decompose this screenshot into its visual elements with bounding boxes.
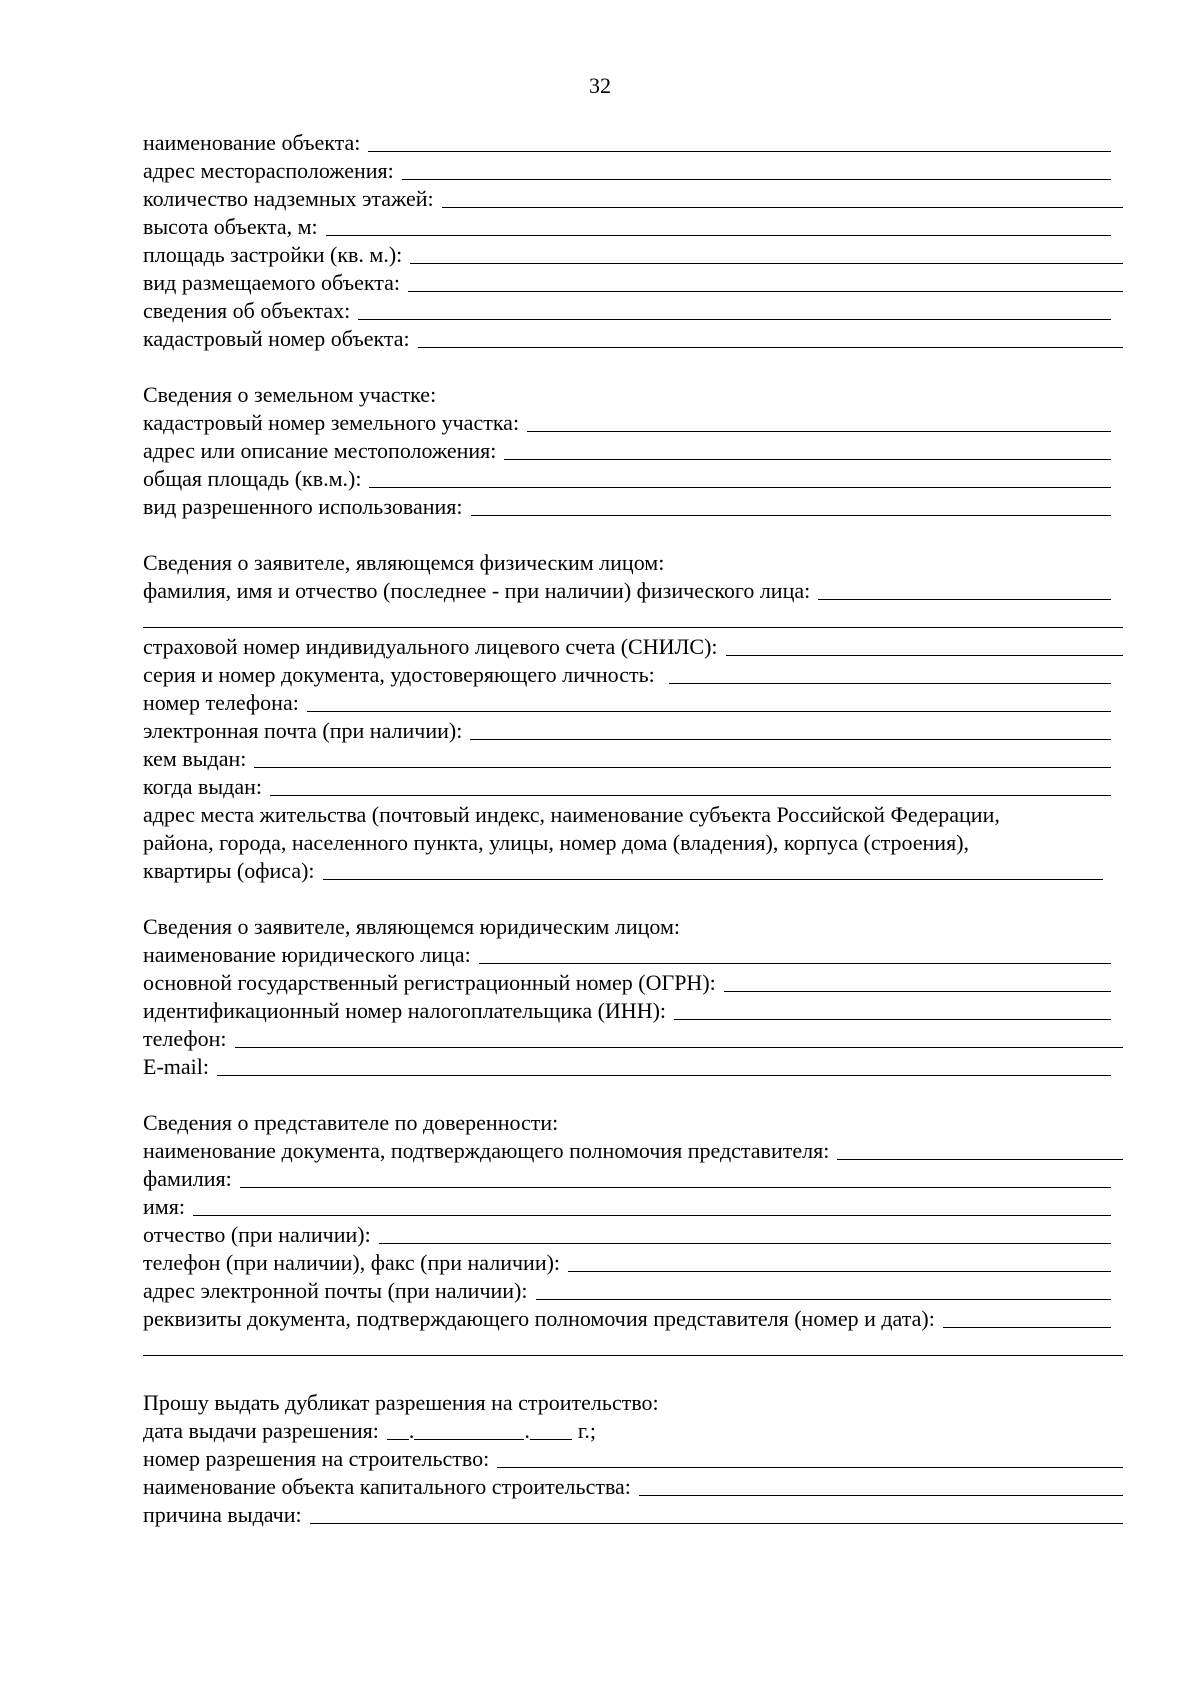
field-label: дата выдачи разрешения: — [143, 1418, 379, 1443]
field-label: количество надземных этажей: — [143, 186, 434, 211]
field-blank-line[interactable] — [369, 487, 1111, 488]
field-label: телефон: — [143, 1026, 227, 1051]
field-email-individual[interactable] — [143, 717, 1123, 745]
field-blank-line[interactable] — [240, 1187, 1111, 1188]
section-heading-request: Прошу выдать дубликат разрешения на строительство: — [143, 1390, 659, 1415]
date-day-blank[interactable] — [387, 1439, 409, 1440]
field-label: серия и номер документа, удостоверяющего личность: — [143, 662, 655, 687]
field-blank-line[interactable] — [143, 627, 1123, 628]
field-blank-line[interactable] — [479, 963, 1111, 964]
date-year-suffix: г.; — [577, 1418, 596, 1443]
field-rep-email[interactable] — [143, 1277, 1123, 1305]
date-year-blank[interactable] — [530, 1439, 572, 1440]
field-rep-phone-fax[interactable] — [143, 1249, 1123, 1277]
field-blank-line[interactable] — [270, 795, 1111, 796]
field-phone-number[interactable] — [143, 689, 1123, 717]
field-blank-line[interactable] — [669, 683, 1111, 684]
field-blank-line[interactable] — [326, 235, 1111, 236]
field-label: вид размещаемого объекта: — [143, 270, 400, 295]
field-object-cadastral[interactable] — [143, 325, 1123, 353]
field-object-name[interactable] — [143, 129, 1123, 157]
field-label: причина выдачи: — [143, 1502, 302, 1527]
field-blank-line[interactable] — [818, 599, 1111, 600]
field-label: реквизиты документа, подтверждающего полномочия представителя (номер и дата): — [143, 1306, 935, 1331]
field-blank-line[interactable] — [418, 347, 1123, 348]
page-number: 32 — [589, 73, 611, 98]
field-label: страховой номер индивидуального лицевого счета (СНИЛС): — [143, 634, 718, 659]
field-blank-line[interactable] — [724, 991, 1111, 992]
field-label: основной государственный регистрационный номер (ОГРН): — [143, 970, 716, 995]
section-heading-individual: Сведения о заявителе, являющемся физическим лицом: — [143, 550, 665, 575]
field-label: когда выдан: — [143, 774, 262, 799]
field-object-address[interactable] — [143, 157, 1123, 185]
field-label: адрес электронной почты (при наличии): — [143, 1278, 528, 1303]
field-label: имя: — [143, 1194, 185, 1219]
field-label: фамилия, имя и отчество (последнее - при наличии) физического лица: — [143, 578, 811, 603]
field-permit-number[interactable] — [143, 1445, 1123, 1473]
field-surname[interactable] — [143, 1165, 1123, 1193]
date-separator: . — [524, 1418, 530, 1443]
field-blank-line[interactable] — [307, 711, 1111, 712]
field-height[interactable] — [143, 213, 1123, 241]
field-blank-line[interactable] — [471, 515, 1111, 516]
field-blank-line[interactable] — [143, 1355, 1123, 1356]
field-land-use[interactable] — [143, 493, 1123, 521]
field-label: идентификационный номер налогоплательщика (ИНН): — [143, 998, 667, 1023]
field-authority-details-continued[interactable] — [143, 1333, 1123, 1361]
field-label: наименование объекта: — [143, 130, 361, 155]
field-blank-line[interactable] — [726, 655, 1123, 656]
field-floors[interactable] — [143, 185, 1123, 213]
field-label: наименование объекта капитального строительства: — [143, 1474, 631, 1499]
field-blank-line[interactable] — [368, 151, 1111, 152]
field-blank-line[interactable] — [410, 263, 1123, 264]
field-label: адрес месторасположения: — [143, 158, 394, 183]
field-blank-line[interactable] — [402, 179, 1111, 180]
field-legal-phone[interactable] — [143, 1025, 1123, 1053]
field-blank-line[interactable] — [323, 879, 1103, 880]
field-blank-line[interactable] — [310, 1523, 1123, 1524]
field-blank-line[interactable] — [639, 1495, 1123, 1496]
address-label-line-1: адрес места жительства (почтовый индекс, наименование субъекта Российской Федерации, — [143, 802, 1000, 827]
field-objects-info[interactable] — [143, 297, 1123, 325]
field-blank-line[interactable] — [943, 1327, 1111, 1328]
field-label: фамилия: — [143, 1166, 232, 1191]
field-blank-line[interactable] — [674, 1019, 1111, 1020]
field-blank-line[interactable] — [254, 767, 1111, 768]
field-land-address[interactable] — [143, 437, 1123, 465]
field-label: высота объекта, м: — [143, 214, 318, 239]
section-gap — [143, 353, 1123, 381]
section-heading-legal: Сведения о заявителе, являющемся юридическим лицом: — [143, 914, 680, 939]
address-label-line-2: района, города, населенного пункта, улицы, номер дома (владения), корпуса (строения), — [143, 830, 970, 855]
field-label: площадь застройки (кв. м.): — [143, 242, 403, 267]
field-residence-address[interactable] — [143, 857, 1123, 885]
field-label: отчество (при наличии): — [143, 1222, 371, 1247]
field-blank-line[interactable] — [358, 319, 1111, 320]
field-object-type[interactable] — [143, 269, 1123, 297]
field-land-area[interactable] — [143, 465, 1123, 493]
field-ogrn[interactable] — [143, 969, 1123, 997]
field-permit-date[interactable] — [143, 1417, 1123, 1445]
field-land-cadastral[interactable] — [143, 409, 1123, 437]
field-issue-reason[interactable] — [143, 1501, 1123, 1529]
field-building-area[interactable] — [143, 241, 1123, 269]
field-individual-fio[interactable] — [143, 577, 1123, 605]
field-label: телефон (при наличии), факс (при наличии): — [143, 1250, 561, 1275]
field-label: электронная почта (при наличии): — [143, 718, 463, 743]
field-individual-fio-continued[interactable] — [143, 605, 1123, 633]
section-gap — [143, 885, 1123, 913]
field-blank-line[interactable] — [408, 291, 1123, 292]
field-label: адрес или описание местоположения: — [143, 438, 497, 463]
section-gap — [143, 1081, 1123, 1109]
section-heading-representative: Сведения о представителе по доверенности: — [143, 1110, 559, 1135]
date-separator: . — [408, 1418, 415, 1443]
field-snils[interactable] — [143, 633, 1123, 661]
field-blank-line[interactable] — [193, 1215, 1111, 1216]
field-blank-line[interactable] — [442, 207, 1123, 208]
field-legal-email[interactable] — [143, 1053, 1123, 1081]
field-label: кем выдан: — [143, 746, 247, 771]
field-label: кадастровый номер земельного участка: — [143, 410, 520, 435]
date-month-blank[interactable] — [414, 1439, 524, 1440]
field-authority-details[interactable] — [143, 1305, 1123, 1333]
field-label: наименование юридического лица: — [143, 942, 471, 967]
field-first-name[interactable] — [143, 1193, 1123, 1221]
field-label: вид разрешенного использования: — [143, 494, 463, 519]
field-patronymic[interactable] — [143, 1221, 1123, 1249]
field-capital-object-name[interactable] — [143, 1473, 1123, 1501]
section-gap — [143, 521, 1123, 549]
field-label: наименование документа, подтверждающего полномочия представителя: — [143, 1138, 830, 1163]
field-id-document[interactable] — [143, 661, 1123, 689]
field-blank-line[interactable] — [497, 1467, 1123, 1468]
section-heading-land: Сведения о земельном участке: — [143, 382, 437, 407]
field-blank-line[interactable] — [217, 1075, 1111, 1076]
field-authority-document[interactable] — [143, 1137, 1123, 1165]
field-label: номер телефона: — [143, 690, 299, 715]
field-label: кадастровый номер объекта: — [143, 326, 410, 351]
field-legal-name[interactable] — [143, 941, 1123, 969]
field-label: номер разрешения на строительство: — [143, 1446, 490, 1471]
field-label: сведения об объектах: — [143, 298, 351, 323]
field-label: E-mail: — [143, 1054, 209, 1079]
field-blank-line[interactable] — [504, 459, 1111, 460]
field-blank-line[interactable] — [235, 1047, 1123, 1048]
field-blank-line[interactable] — [837, 1159, 1123, 1160]
field-blank-line[interactable] — [527, 431, 1111, 432]
field-blank-line[interactable] — [536, 1299, 1112, 1300]
field-blank-line[interactable] — [568, 1271, 1111, 1272]
field-blank-line[interactable] — [470, 739, 1111, 740]
field-blank-line[interactable] — [379, 1243, 1111, 1244]
field-issued-by[interactable] — [143, 745, 1123, 773]
field-label: квартиры (офиса): — [143, 858, 315, 883]
field-issued-when[interactable] — [143, 773, 1123, 801]
application-form — [143, 129, 1123, 1529]
section-gap — [143, 1361, 1123, 1389]
field-label: общая площадь (кв.м.): — [143, 466, 362, 491]
field-inn[interactable] — [143, 997, 1123, 1025]
